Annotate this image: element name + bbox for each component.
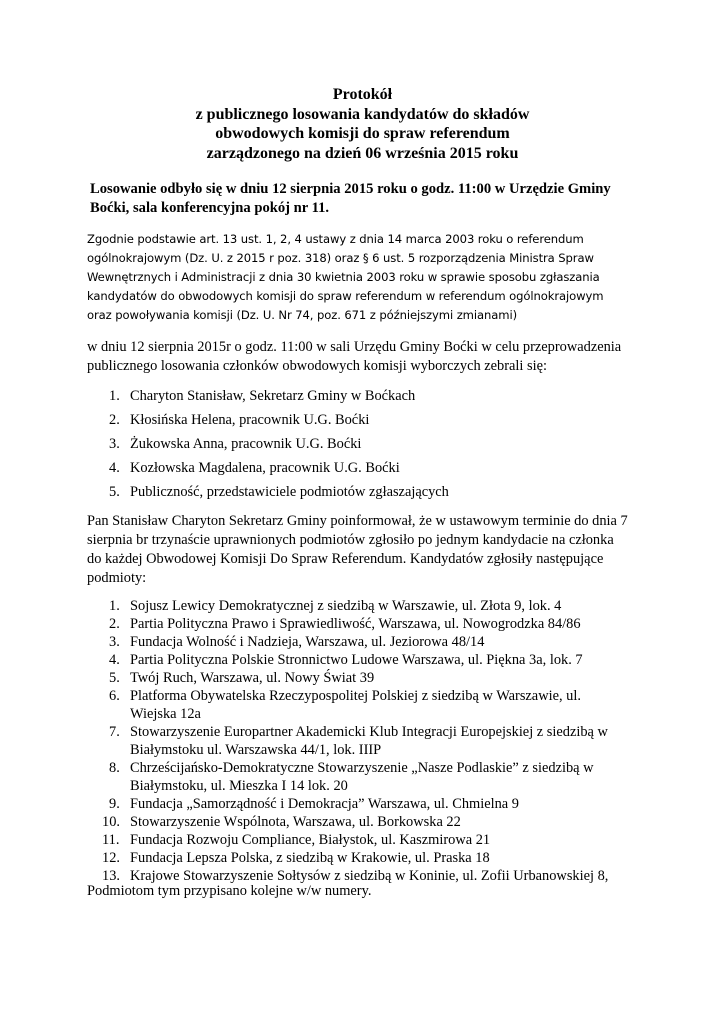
- list-number: 1.: [109, 388, 120, 404]
- attendee-text: Kłosińska Helena, pracownik U.G. Boćki: [130, 412, 370, 428]
- list-item: [87, 597, 608, 615]
- list-item: [87, 759, 608, 795]
- announce-line-2: sierpnia br trzynaście uprawnionych podmiotów zgłosiło po jednym kandydacie na członka: [87, 532, 614, 548]
- list-number: 6.: [109, 688, 120, 704]
- list-number: 3.: [109, 436, 120, 452]
- list-number: 3.: [109, 634, 120, 650]
- title-line-2: z publicznego losowania kandydatów do składów: [195, 105, 530, 123]
- list-number: 4.: [109, 460, 120, 476]
- entity-text: Stowarzyszenie Europartner Akademicki Klub Integracji Europejskiej z siedzibą w: [130, 724, 608, 740]
- list-item: [87, 387, 449, 411]
- legal-basis-paragraph: [87, 230, 662, 325]
- meeting-line-2: publicznego losowania członków obwodowych komisji wyborczych zebrali się:: [87, 358, 547, 374]
- list-number: 9.: [109, 796, 120, 812]
- session-info: [90, 180, 650, 218]
- list-number: 12.: [102, 850, 120, 866]
- list-number: 2.: [109, 412, 120, 428]
- attendees-list: [87, 387, 449, 507]
- entity-text: Sojusz Lewicy Demokratycznej z siedzibą w Warszawie, ul. Złota 9, lok. 4: [130, 598, 562, 614]
- list-number: 11.: [102, 832, 120, 848]
- legal-line-4: kandydatów do obwodowych komisji do spraw referendum w referendum ogólnokrajowym: [87, 289, 604, 303]
- closing-sentence: Podmiotom tym przypisano kolejne w/w numery.: [87, 883, 372, 899]
- document-title: [0, 85, 725, 163]
- list-item: [87, 633, 608, 651]
- list-item: [87, 813, 608, 831]
- legal-line-3: Wewnętrznych i Administracji z dnia 30 kwietnia 2003 roku w sprawie sposobu zgłaszania: [87, 270, 600, 284]
- legal-line-2: ogólnokrajowym (Dz. U. z 2015 r poz. 318) oraz § 6 ust. 5 rozporządzenia Ministra Spraw: [87, 251, 594, 265]
- entity-text: Partia Polityczna Prawo i Sprawiedliwość, Warszawa, ul. Nowogrodzka 84/86: [130, 616, 581, 632]
- entities-list: [87, 597, 608, 885]
- list-number: 10.: [102, 814, 120, 830]
- list-number: 7.: [109, 724, 120, 740]
- list-item: [87, 831, 608, 849]
- title-line-1: Protokół: [332, 86, 393, 103]
- list-number: 5.: [109, 670, 120, 686]
- list-number: 1.: [109, 598, 120, 614]
- list-item: [87, 483, 449, 507]
- title-line-3: obwodowych komisji do spraw referendum: [215, 125, 510, 142]
- entity-text: Fundacja Rozwoju Compliance, Białystok, ul. Kaszmirowa 21: [130, 832, 491, 848]
- meeting-paragraph: [87, 338, 662, 376]
- announce-line-4: podmioty:: [87, 570, 147, 586]
- list-number: 4.: [109, 652, 120, 668]
- list-item: [87, 849, 608, 867]
- list-number: 8.: [109, 760, 120, 776]
- list-item: [87, 411, 449, 435]
- list-item: [87, 795, 608, 813]
- entity-text-continued: Białymstoku, ul. Mieszka I 14 lok. 20: [130, 778, 348, 794]
- list-item: [87, 723, 608, 759]
- legal-line-1: Zgodnie podstawie art. 13 ust. 1, 2, 4 ustawy z dnia 14 marca 2003 roku o referendum: [87, 232, 584, 246]
- list-item: [87, 615, 608, 633]
- attendee-text: Żukowska Anna, pracownik U.G. Boćki: [130, 436, 362, 452]
- entity-text: Krajowe Stowarzyszenie Sołtysów z siedzibą w Koninie, ul. Zofii Urbanowskiej 8,: [130, 868, 609, 884]
- session-line-2: Boćki, sala konferencyjna pokój nr 11.: [90, 200, 330, 216]
- title-line-4: zarządzonego na dzień 06 września 2015 roku: [206, 144, 519, 162]
- entity-text: Fundacja Lepsza Polska, z siedzibą w Krakowie, ul. Praska 18: [130, 850, 490, 866]
- announcement-paragraph: [87, 512, 662, 588]
- list-item: [87, 651, 608, 669]
- entity-text: Stowarzyszenie Wspólnota, Warszawa, ul. Borkowska 22: [130, 814, 461, 830]
- entity-text: Chrześcijańsko-Demokratyczne Stowarzyszenie „Nasze Podlaskie” z siedzibą w: [130, 760, 594, 776]
- meeting-line-1: w dniu 12 sierpnia 2015r o godz. 11:00 w sali Urzędu Gminy Boćki w celu przeprowadzenia: [87, 339, 622, 355]
- attendee-text: Charyton Stanisław, Sekretarz Gminy w Boćkach: [130, 388, 416, 404]
- entity-text-continued: Wiejska 12a: [130, 706, 201, 722]
- session-line-1: Losowanie odbyło się w dniu 12 sierpnia 2015 roku o godz. 11:00 w Urzędzie Gminy: [90, 181, 611, 197]
- list-number: 13.: [102, 868, 120, 884]
- attendee-text: Publiczność, przedstawiciele podmiotów zgłaszających: [130, 484, 449, 500]
- entity-text-continued: Białymstoku ul. Warszawska 44/1, lok. IIIP: [130, 742, 382, 758]
- announce-line-1: Pan Stanisław Charyton Sekretarz Gminy poinformował, że w ustawowym terminie do dnia 7: [87, 513, 628, 529]
- list-item: [87, 459, 449, 483]
- list-item: [87, 687, 608, 723]
- entity-text: Partia Polityczna Polskie Stronnictwo Ludowe Warszawa, ul. Piękna 3a, lok. 7: [130, 652, 583, 668]
- list-number: 5.: [109, 484, 120, 500]
- attendee-text: Kozłowska Magdalena, pracownik U.G. Boćki: [130, 460, 400, 476]
- legal-line-5: oraz powoływania komisji (Dz. U. Nr 74, poz. 671 z późniejszymi zmianami): [87, 308, 517, 322]
- announce-line-3: do każdej Obwodowej Komisji Do Spraw Referendum. Kandydatów zgłosiły następujące: [87, 551, 604, 567]
- list-item: [87, 669, 608, 687]
- entity-text: Fundacja Wolność i Nadzieja, Warszawa, ul. Jeziorowa 48/14: [130, 634, 485, 650]
- list-item: [87, 435, 449, 459]
- entity-text: Fundacja „Samorządność i Demokracja” Warszawa, ul. Chmielna 9: [130, 796, 519, 812]
- entity-text: Platforma Obywatelska Rzeczypospolitej Polskiej z siedzibą w Warszawie, ul.: [130, 688, 581, 704]
- entity-text: Twój Ruch, Warszawa, ul. Nowy Świat 39: [130, 670, 375, 686]
- list-number: 2.: [109, 616, 120, 632]
